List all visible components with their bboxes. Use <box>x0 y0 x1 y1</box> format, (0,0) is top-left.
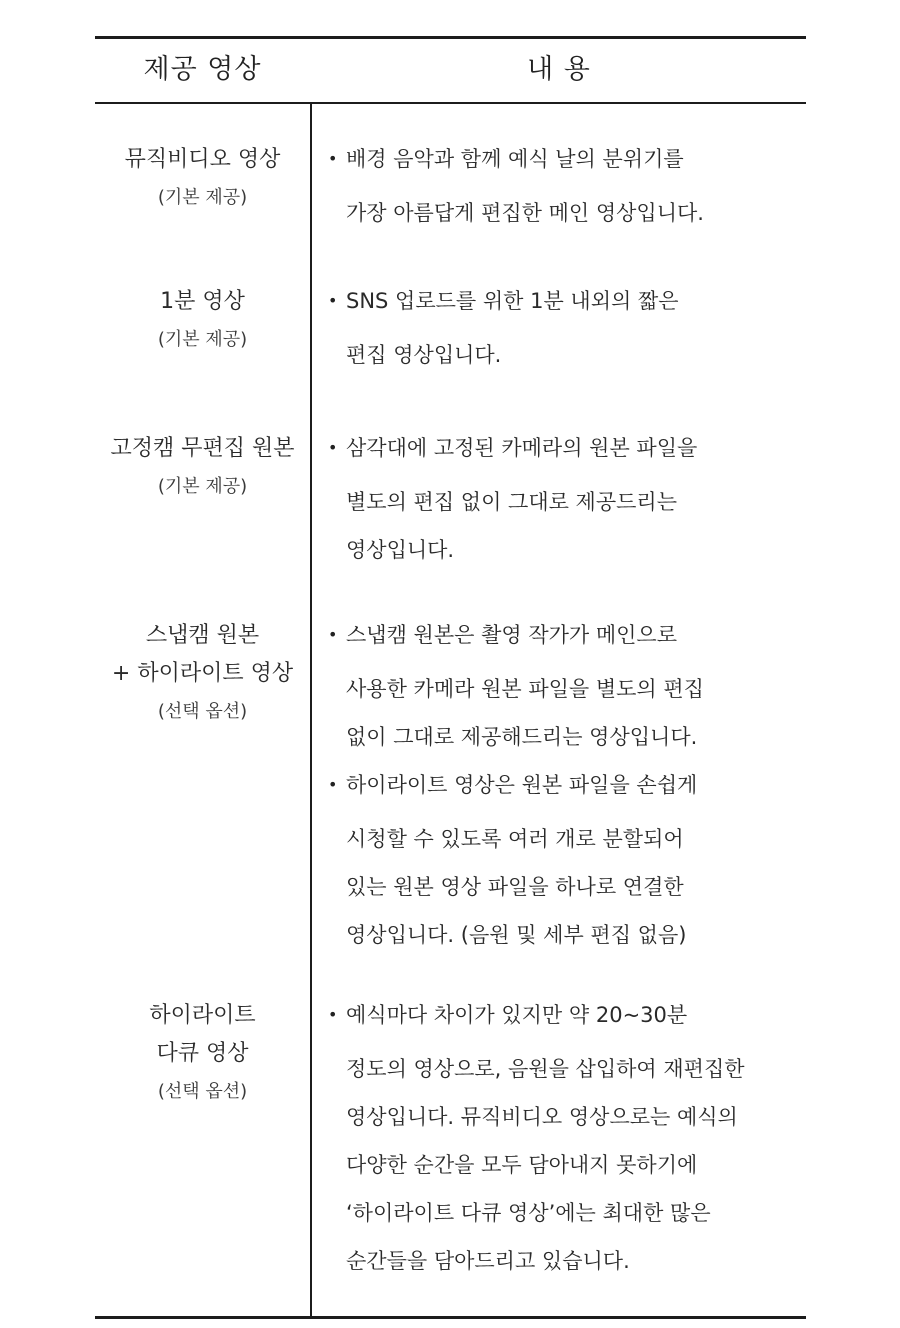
description-line: 삼각대에 고정된 카메라의 원본 파일을 <box>346 436 698 460</box>
bullet-glyph: • <box>328 775 338 794</box>
description-line: 정도의 영상으로, 음원을 삽입하여 재편집한 <box>346 1057 745 1081</box>
row-fixedcam-description <box>328 430 806 574</box>
row-oneminute-description <box>328 283 806 379</box>
row-fixedcam-name <box>90 430 315 506</box>
row-snapcam-name <box>90 617 315 731</box>
provision-tag: (기본 제공) <box>157 476 248 497</box>
row-musicvideo-name <box>90 141 315 217</box>
video-name: 1분 영상 <box>160 289 245 314</box>
description-line: 사용한 카메라 원본 파일을 별도의 편집 <box>346 677 704 701</box>
bullet-glyph: • <box>328 625 338 644</box>
video-name: + 하이라이트 영상 <box>111 661 294 686</box>
description-line: 영상입니다. <box>346 538 455 562</box>
table-header-rule <box>95 102 806 104</box>
description-line: 가장 아름답게 편집한 메인 영상입니다. <box>346 201 704 225</box>
table-top-rule <box>95 36 806 39</box>
bullet-item <box>328 430 806 574</box>
description-line: 영상입니다. (음원 및 세부 편집 없음) <box>346 923 687 947</box>
bullet-glyph: • <box>328 291 338 310</box>
description-line: 배경 음악과 함께 예식 날의 분위기를 <box>346 147 684 171</box>
bullet-item <box>328 141 806 237</box>
row-documentary-description <box>328 997 806 1285</box>
provision-tag: (선택 옵션) <box>157 1081 248 1102</box>
provision-tag: (기본 제공) <box>157 329 248 350</box>
row-oneminute-name <box>90 283 315 359</box>
description-line: 순간들을 담아드리고 있습니다. <box>346 1249 630 1273</box>
video-name: 하이라이트 <box>149 1003 256 1028</box>
description-line: 편집 영상입니다. <box>346 343 502 367</box>
provision-tag: (선택 옵션) <box>157 701 248 722</box>
description-line: 있는 원본 영상 파일을 하나로 연결한 <box>346 875 684 899</box>
bullet-glyph: • <box>328 438 338 457</box>
description-line: 하이라이트 영상은 원본 파일을 손쉽게 <box>346 773 698 797</box>
description-line: 스냅캠 원본은 촬영 작가가 메인으로 <box>346 623 677 647</box>
bullet-item <box>328 997 806 1285</box>
row-musicvideo-description <box>328 141 806 237</box>
description-line: SNS 업로드를 위한 1분 내외의 짧은 <box>346 289 679 313</box>
header-description: 내 용 <box>527 54 591 85</box>
row-documentary-name <box>90 997 315 1111</box>
bullet-glyph: • <box>328 149 338 168</box>
bullet-item <box>328 767 806 959</box>
bullet-item <box>328 283 806 379</box>
header-video-type: 제공 영상 <box>143 54 262 85</box>
table-bottom-rule <box>95 1316 806 1319</box>
video-name: 고정캠 무편집 원본 <box>110 436 295 461</box>
description-line: 예식마다 차이가 있지만 약 20~30분 <box>346 1003 688 1027</box>
description-line: 없이 그대로 제공해드리는 영상입니다. <box>346 725 698 749</box>
description-line: 영상입니다. 뮤직비디오 영상으로는 예식의 <box>346 1105 738 1129</box>
video-name: 스냅캠 원본 <box>145 623 260 648</box>
row-snapcam-description <box>328 617 806 959</box>
description-line: ‘하이라이트 다큐 영상’에는 최대한 많은 <box>346 1201 711 1225</box>
description-line: 다양한 순간을 모두 담아내지 못하기에 <box>346 1153 698 1177</box>
description-line: 별도의 편집 없이 그대로 제공드리는 <box>346 490 677 514</box>
video-name: 뮤직비디오 영상 <box>124 147 281 172</box>
video-name: 다큐 영상 <box>156 1041 249 1066</box>
bullet-item <box>328 617 806 761</box>
bullet-glyph: • <box>328 1005 338 1024</box>
description-line: 시청할 수 있도록 여러 개로 분할되어 <box>346 827 684 851</box>
provision-tag: (기본 제공) <box>157 187 248 208</box>
